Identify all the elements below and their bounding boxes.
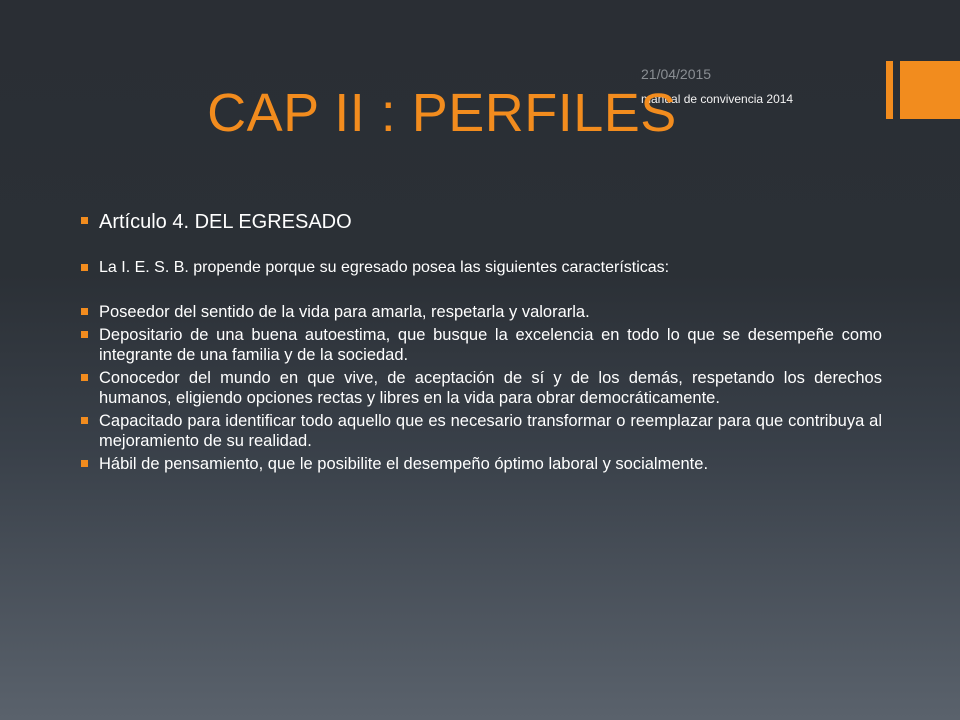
bullet-characteristic [79, 454, 882, 474]
accent-bar-thin [886, 61, 893, 119]
bullet-characteristic [79, 368, 882, 408]
square-bullet-icon [81, 217, 88, 224]
bullet-characteristic [79, 325, 882, 365]
square-bullet-icon [81, 417, 88, 424]
square-bullet-icon [81, 460, 88, 467]
characteristic-text: Capacitado para identificar todo aquello que es necesario transformar o reemplazar para que contribuya al mejoramiento de su realidad. [99, 412, 882, 450]
slide-footer-text: manual de convivencia 2014 [641, 92, 794, 106]
bullet-article-heading [79, 208, 882, 236]
characteristic-text: Poseedor del sentido de la vida para amarla, respetarla y valorarla. [99, 303, 590, 321]
characteristic-text: Hábil de pensamiento, que le posibilite el desempeño óptimo laboral y socialmente. [99, 455, 709, 473]
bullet-intro [79, 258, 882, 278]
characteristic-text: Conocedor del mundo en que vive, de aceptación de sí y de los demás, respetando los derechos humanos, eligiendo opciones rectas y libres en la vida para obrar democráticamente. [99, 369, 882, 407]
bullet-characteristic [79, 411, 882, 451]
square-bullet-icon [81, 374, 88, 381]
intro-text: La I. E. S. B. propende porque su egresado posea las siguientes características: [99, 259, 670, 276]
slide-content [79, 208, 882, 477]
square-bullet-icon [81, 264, 88, 271]
slide-date: 21/04/2015 [641, 66, 712, 82]
square-bullet-icon [81, 308, 88, 315]
accent-bar-thick [900, 61, 960, 119]
slide-title: CAP II : PERFILES [207, 83, 677, 143]
square-bullet-icon [81, 331, 88, 338]
bullet-characteristic [79, 302, 882, 322]
characteristic-text: Depositario de una buena autoestima, que busque la excelencia en todo lo que se desempeñe como integrante de una familia y de la sociedad. [99, 326, 882, 364]
article-heading-text: Artículo 4. DEL EGRESADO [99, 211, 352, 233]
